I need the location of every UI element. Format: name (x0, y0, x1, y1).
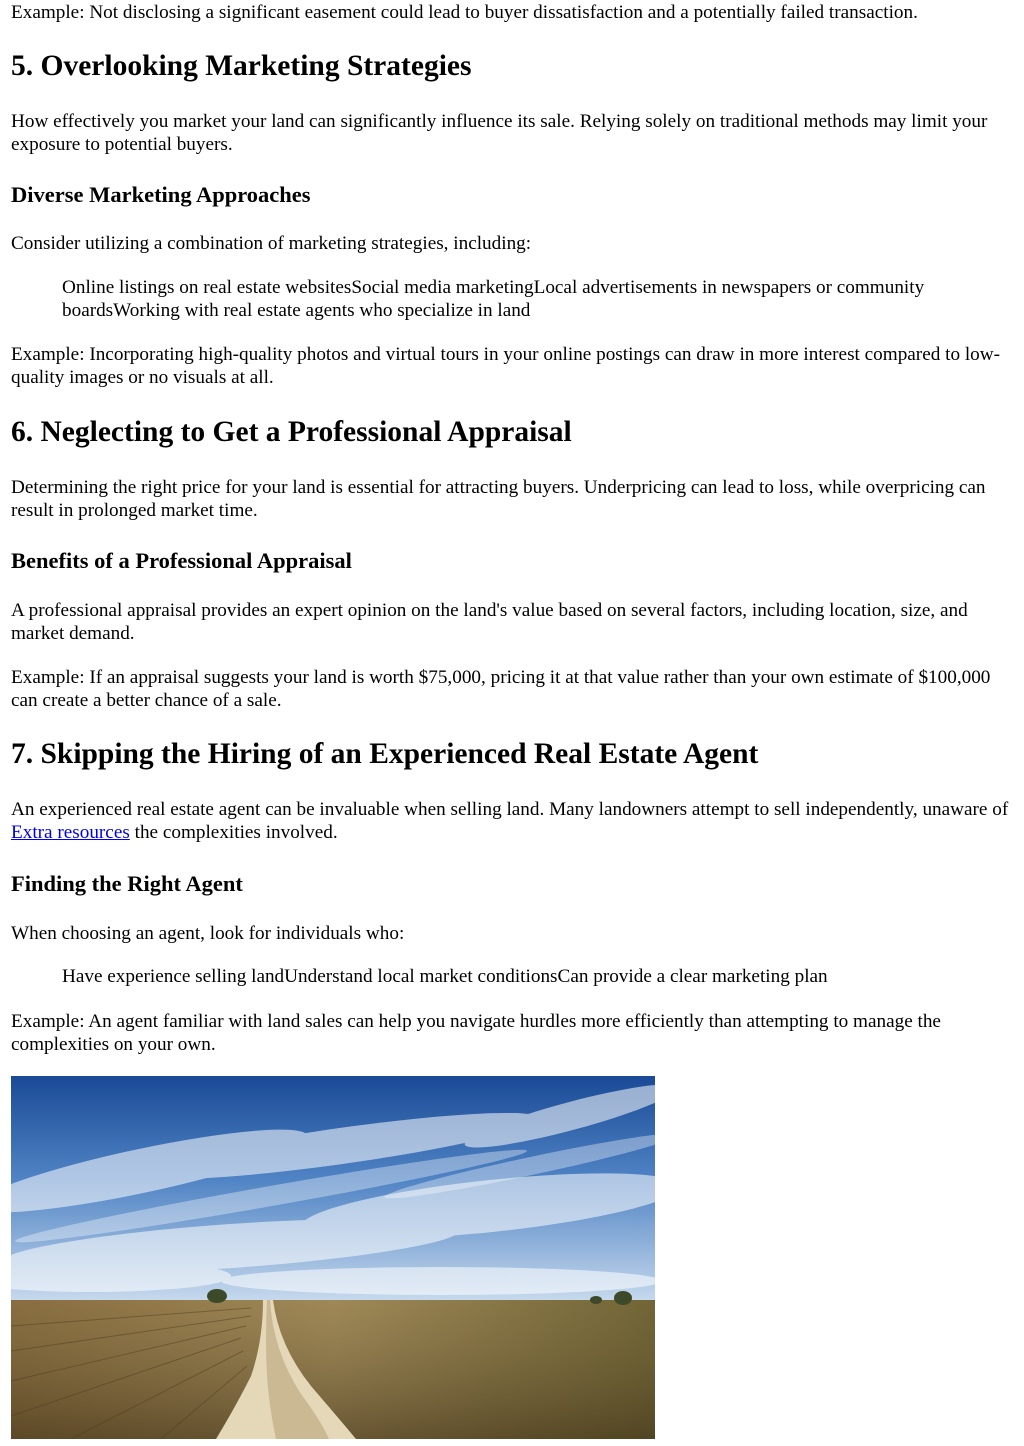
section-5-example: Example: Incorporating high-quality photos and virtual tours in your online postings can draw in more interest compared to low-quality images or no visuals at all. (11, 344, 1000, 388)
section-6-example: Example: If an appraisal suggests your land is worth $75,000, pricing it at that value rather than your own estimate of $100,000 can create a better chance of a sale. (11, 667, 991, 711)
section-7-heading: 7. Skipping the Hiring of an Experienced Real Estate Agent (11, 738, 759, 770)
list-item: Understand local market conditions (284, 966, 558, 987)
section-6-heading: 6. Neglecting to Get a Professional Appraisal (11, 416, 572, 448)
section-6-subheading: Benefits of a Professional Appraisal (11, 548, 352, 573)
section-5-subheading: Diverse Marketing Approaches (11, 182, 311, 207)
section-5-paragraph-2: Consider utilizing a combination of marketing strategies, including: (11, 233, 532, 254)
list-item: Social media marketing (351, 277, 534, 298)
section-7-example: Example: An agent familiar with land sales can help you navigate hurdles more efficiently than attempting to manage the complexities on your own. (11, 1011, 941, 1055)
landscape-photo-icon (11, 1076, 655, 1439)
section-7-paragraph (11, 798, 1014, 844)
list-item: Working with real estate agents who specialize in land (113, 300, 531, 321)
section-6-paragraph: Determining the right price for your land is essential for attracting buyers. Underpricing can lead to loss, while overpricing can result in prolonged market time. (11, 477, 986, 521)
section-5-list (11, 276, 1014, 322)
section-5-heading: 5. Overlooking Marketing Strategies (11, 50, 472, 82)
landscape-photo (11, 1076, 655, 1439)
section-6-paragraph-2: A professional appraisal provides an expert opinion on the land's value based on several factors, including location, size, and market demand. (11, 600, 968, 644)
extra-resources-link[interactable]: Extra resources (11, 822, 130, 843)
list-item: Can provide a clear marketing plan (557, 966, 828, 987)
paragraph-text: the complexities involved. (129, 822, 338, 843)
intro-example: Example: Not disclosing a significant easement could lead to buyer dissatisfaction and a potentially failed transaction. (11, 2, 918, 23)
section-7-subheading: Finding the Right Agent (11, 871, 243, 896)
paragraph-text: An experienced real estate agent can be invaluable when selling land. Many landowners attempt to sell independently, unaware of (11, 799, 1009, 820)
section-7-list (11, 965, 1014, 988)
list-item: Have experience selling land (62, 966, 285, 987)
list-item: Online listings on real estate websites (62, 277, 352, 298)
list-item: Local advertisements in newspapers or community boards (62, 277, 925, 321)
section-5-paragraph: How effectively you market your land can significantly influence its sale. Relying solely on traditional methods may limit your exposure to potential buyers. (11, 111, 988, 155)
section-7-paragraph-2: When choosing an agent, look for individuals who: (11, 923, 405, 944)
